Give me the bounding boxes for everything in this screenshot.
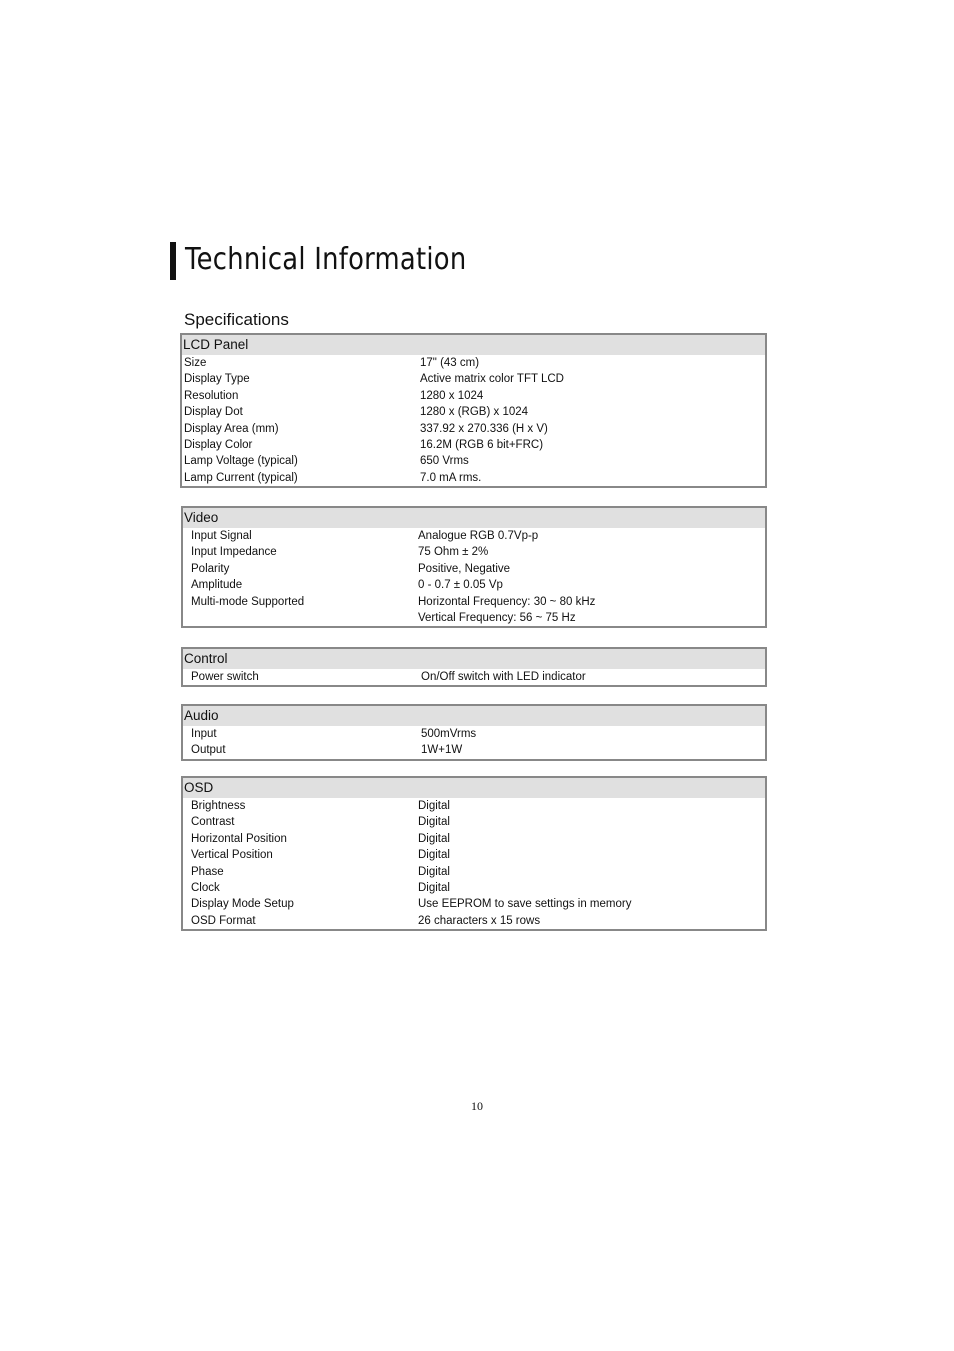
spec-row	[183, 896, 765, 912]
spec-row	[182, 470, 765, 486]
spec-value: Digital	[418, 800, 450, 812]
spec-label: Resolution	[184, 389, 239, 402]
spec-value: 17" (43 cm)	[420, 357, 480, 369]
spec-label: Phase	[191, 865, 224, 878]
spec-rows	[183, 798, 765, 929]
spec-label: Lamp Current (typical)	[184, 471, 298, 484]
spec-table-lcd-panel	[180, 333, 767, 488]
spec-value: 650 Vrms	[420, 455, 469, 468]
spec-label: Lamp Voltage (typical)	[184, 455, 298, 468]
spec-label: OSD Format	[191, 914, 256, 927]
spec-row	[183, 880, 765, 896]
spec-label: Input Impedance	[191, 546, 277, 559]
spec-row	[182, 421, 765, 437]
spec-value: Digital	[418, 816, 450, 829]
spec-value: Digital	[418, 832, 450, 845]
spec-table-heading: Control	[183, 649, 765, 669]
spec-rows	[183, 528, 765, 626]
spec-row	[182, 437, 765, 453]
spec-value: 1280 x (RGB) x 1024	[420, 406, 529, 419]
spec-row	[183, 610, 765, 626]
spec-value: On/Off switch with LED indicator	[421, 671, 586, 683]
spec-label: Display Color	[184, 438, 253, 451]
spec-row	[183, 742, 765, 758]
spec-value: Use EEPROM to save settings in memory	[418, 898, 632, 911]
spec-label: Display Dot	[184, 406, 243, 419]
spec-label: Input	[191, 728, 217, 740]
spec-label: Horizontal Position	[191, 832, 287, 845]
spec-value: 7.0 mA rms.	[420, 471, 482, 484]
spec-row	[183, 814, 765, 830]
spec-label	[183, 610, 417, 626]
section-subtitle: Specifications	[184, 310, 289, 329]
spec-label: Polarity	[191, 562, 230, 575]
spec-rows	[183, 726, 765, 759]
spec-label: Clock	[191, 881, 220, 894]
spec-label: Size	[184, 357, 207, 369]
spec-value: Vertical Frequency: 56 ~ 75 Hz	[418, 611, 576, 624]
spec-row	[183, 594, 765, 610]
spec-value: 1W+1W	[421, 744, 463, 757]
spec-row	[183, 544, 765, 560]
spec-value: 75 Ohm ± 2%	[418, 546, 489, 559]
spec-label: Output	[191, 744, 226, 757]
spec-label: Display Type	[184, 373, 250, 386]
spec-label: Power switch	[191, 671, 259, 683]
spec-table-heading: Audio	[183, 706, 765, 726]
spec-value: Digital	[418, 849, 450, 862]
spec-table-heading: OSD	[183, 778, 765, 798]
spec-table-heading: Video	[183, 508, 765, 528]
spec-label: Input Signal	[191, 530, 252, 542]
spec-value: 1280 x 1024	[420, 389, 484, 402]
spec-row	[183, 831, 765, 847]
spec-value: 500mVrms	[421, 728, 477, 740]
spec-value: 16.2M (RGB 6 bit+FRC)	[420, 438, 544, 451]
spec-label: Vertical Position	[191, 849, 273, 862]
spec-row	[182, 404, 765, 420]
spec-row	[182, 388, 765, 404]
title-accent-bar	[170, 242, 176, 280]
spec-label: Display Mode Setup	[191, 898, 294, 911]
spec-table-control	[181, 647, 767, 687]
spec-value: Horizontal Frequency: 30 ~ 80 kHz	[418, 595, 596, 608]
spec-value: Digital	[418, 881, 450, 894]
spec-label: Amplitude	[191, 579, 243, 592]
spec-table-osd	[181, 776, 767, 931]
spec-row	[183, 847, 765, 863]
spec-row	[183, 864, 765, 880]
spec-row	[183, 669, 765, 685]
spec-rows	[182, 355, 765, 486]
spec-table-audio	[181, 704, 767, 761]
spec-row	[182, 453, 765, 469]
spec-row	[183, 528, 765, 544]
page-title: Technical Information	[185, 242, 467, 277]
spec-row	[183, 577, 765, 593]
spec-value: Digital	[418, 865, 450, 878]
spec-value: 26 characters x 15 rows	[418, 914, 541, 927]
spec-row	[183, 798, 765, 814]
spec-row	[183, 561, 765, 577]
spec-label: Multi-mode Supported	[191, 595, 305, 608]
spec-row	[182, 371, 765, 387]
spec-label: Display Area (mm)	[184, 422, 279, 435]
spec-row	[183, 913, 765, 929]
spec-rows	[183, 669, 765, 685]
spec-value: 0 - 0.7 ± 0.05 Vp	[418, 579, 503, 592]
spec-table-heading: LCD Panel	[182, 335, 765, 355]
spec-value: Active matrix color TFT LCD	[420, 373, 564, 386]
page-number: 10	[471, 1099, 483, 1113]
spec-row	[183, 726, 765, 742]
spec-value: Analogue RGB 0.7Vp-p	[418, 530, 539, 542]
spec-label: Contrast	[191, 816, 235, 829]
spec-value: 337.92 x 270.336 (H x V)	[420, 422, 548, 435]
spec-label: Brightness	[191, 800, 246, 812]
spec-row	[182, 355, 765, 371]
spec-value: Positive, Negative	[418, 562, 511, 575]
spec-table-video	[181, 506, 767, 628]
